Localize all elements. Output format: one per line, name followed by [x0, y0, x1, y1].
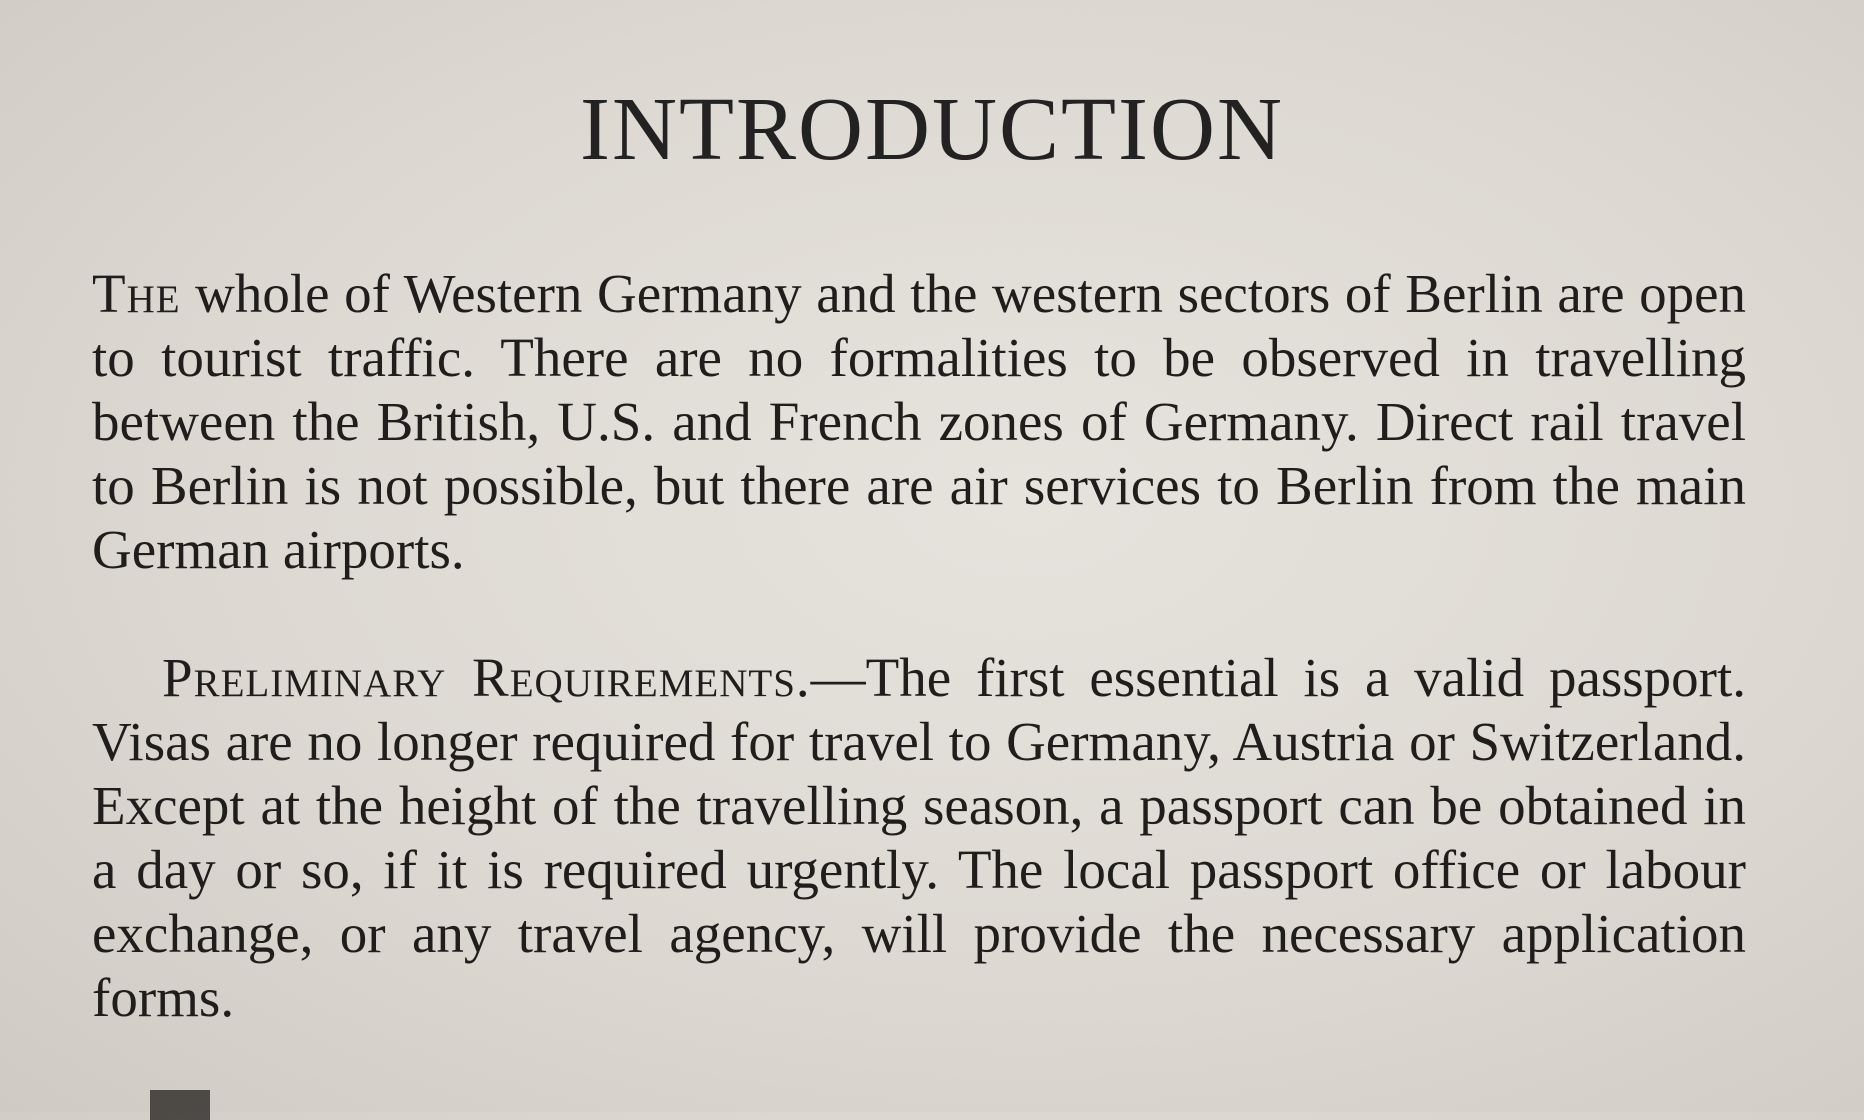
paragraph-lead-word: The [92, 263, 181, 324]
paragraph-intro-text: whole of Western Germany and the western sectors of Berlin are open to tourist traffic. There are no formalities to be observed in travelling between the British, U.S. and French zones of Germany. Direct rail travel to Berlin is not possible, but there are air services to Berlin from the main German airports. [92, 263, 1746, 580]
page-heading: INTRODUCTION [580, 80, 1284, 179]
paragraph-preliminary-requirements [92, 646, 1746, 1030]
cut-off-glyph [150, 1090, 210, 1120]
paragraph-intro [92, 262, 1746, 582]
paragraph-requirements-text: —The first essential is a valid passport. Visas are no longer required for travel to Germany, Austria or Switzerland. Except at the height of the travelling season, a passport can be obtained in a day or so, if it is required urgently. The local passport office or labour exchange, or any travel agency, will provide the necessary application forms. [92, 647, 1747, 1028]
section-run-in-heading: Preliminary Requirements. [162, 647, 811, 708]
cut-off-text-line [150, 1090, 1650, 1120]
